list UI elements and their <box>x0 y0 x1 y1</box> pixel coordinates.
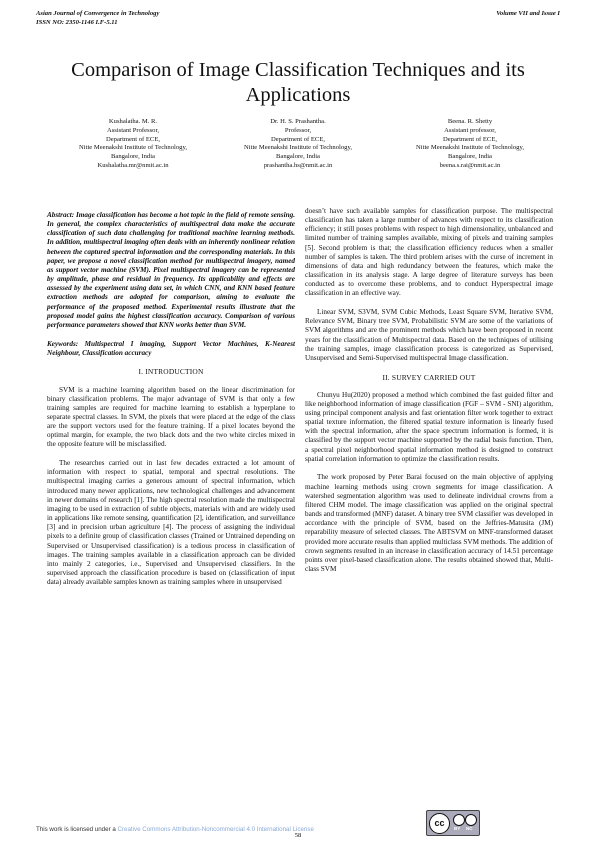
noncommercial-icon <box>465 814 477 826</box>
running-header-right <box>496 9 560 18</box>
author-name: Kushalatha. M. R. <box>108 118 158 125</box>
author-role: Assistant Professor, <box>106 126 160 134</box>
survey-paragraph-1: Chunyu Hu(2020) proposed a method which combined the fast guided filter and like neighborhood information of image classification (FGF – SVM - SNI) algorithm, using principal component analysis and fast orientation filter work together to extract spatial texture information, the filtered spatial texture information is linearly fused with the spectral information, after the space spectrum information is formed, it is classified by the support vector machine supported by the radial basis function. Then, a spectral pixel neighborhood spatial information method is designed to construct spatial correlation information to optimize the classification results. <box>305 390 553 463</box>
keywords <box>47 340 295 358</box>
author-role: Professor, <box>284 126 312 134</box>
author-city: Bangalore, India <box>111 153 155 161</box>
intro-paragraph-2: The researches carried out in last few decades extracted a lot amount of information with respect to spatial, temporal and spectral resolutions. The multispectral imaging carries a generous amount of spectral information, which introduced many newer applications, new technological challenges and advancement in newer domains of research [1]. The high spectral resolution made the multispectral imaging to be used in extraction of subtle objects, materials with and are widely used in applications like remote sensing, quantification [2], identification, and surveillance [3] and in precision urban agriculture [4]. The process of assigning the individual pixels to a definite group of classification classes (Trained or Untrained depending on Supervised or Unsupervised classification) is a tedious process in classification of images. The training samples available in a classification approach can be divided into mainly 2 categories, i.e., Supervised and Unsupervised classifiers. In the supervised approach the classification procedure is based on (classification of input data) already available samples known as training samples where in unsupervised <box>47 459 295 587</box>
right-column <box>305 207 553 584</box>
author-inst: Nitte Meenakshi Institute of Technology, <box>79 144 187 152</box>
license-link[interactable]: Creative Commons Attribution-Noncommercial 4.0 International License <box>117 826 314 833</box>
author-name: Dr. H. S. Prashantha. <box>270 118 326 125</box>
survey-paragraph-2: The work proposed by Peter Barai focused on the main objective of applying machine learning methods using crown segments for image classification. A watershed segmentation algorithm was used to delineate individual crowns from a filtered CHM model. The image classification was applied on the original spectral bands and transformed (MNF) dataset. A binary tree SVM classifier was developed in accordance with the principle of SVM, based on the Jeffries-Matusita (JM) reparability measure of selected classes. The ABTSVM on MNF-transformed dataset provided more accurate results than applied multiclass SVM methods. The addition of crown segments resulted in an increase in classification accuracy of 14.51 percentage points over pixel-based classification alone. The results obtained showed that, Multi-class SVM <box>305 473 553 573</box>
cc-logo-icon: cc <box>429 813 450 834</box>
keywords-label: Keywords: <box>47 339 79 348</box>
paper-title: Comparison of Image Classification Techniques and its Applications <box>71 59 525 106</box>
abstract <box>47 211 295 330</box>
license-prefix: This work is licensed under a <box>36 826 118 833</box>
author-city: Bangalore, India <box>448 153 492 161</box>
author-name: Beena. R. Shetty <box>447 118 493 125</box>
author-block-1 <box>48 118 218 171</box>
abstract-label: Abstract <box>47 211 72 219</box>
left-column <box>47 211 295 597</box>
keywords-text: Multispectral I imaging, Support Vector Machines, K-Nearest Neighbour, Classification accuracy <box>47 339 295 357</box>
page-number: 58 <box>294 832 302 839</box>
author-role: Assistant professor, <box>444 126 496 134</box>
author-inst: Nitte Meenakshi Institute of Technology, <box>244 144 352 152</box>
author-dept: Department of ECE, <box>442 135 497 143</box>
attribution-icon <box>453 814 465 826</box>
body-paragraph-continued: doesn’t have such available samples for classification purpose. The multispectral classification has taken a large number of advances with respect to its classification efficiency; it still poses problems with respect to high dimensionality, unbalanced and limited number of training samples available, mixing of pixels and training samples [5]. Second problem is that; the classification efficiency reduces when a smaller number of samples is taken. The third problem arises with the curse of increment in dimensions of data and high redundancy between the features, which make the classification in its analysis stage. A large degree of literature surveys has been conducted as to overcome these problems, and to conduct Hyperspectral image classification in an effective way. <box>305 207 553 298</box>
section-heading-survey: II. SURVEY CARRIED OUT <box>382 372 476 382</box>
issn: ISSN NO: 2350-1146 I.F-5.11 <box>36 19 118 26</box>
author-inst: Nitte Meenakshi Institute of Technology, <box>416 144 524 152</box>
author-dept: Department of ECE, <box>270 135 325 143</box>
author-email[interactable]: prashantha.hs@nmit.ac.in <box>263 161 333 169</box>
intro-paragraph-1: SVM is a machine learning algorithm based on the linear discrimination for binary classification problems. The major advantage of SVM is that only a few training samples are required for machine learning to establish a hyperplane to separate spectral classes. In SVM, the pixels that were placed at the edge of the class are the support vectors used for the feature training. If a pixel locates beyond the optimal margin, for example, the two black dots and the two white circles mixed in the opposite feature will be misclassified. <box>47 385 295 449</box>
journal-name: Asian Journal of Convergence in Technology <box>36 10 160 17</box>
cc-by-label: BY <box>454 826 461 831</box>
running-header-left <box>36 9 159 27</box>
author-block-2 <box>213 118 383 171</box>
volume-issue: Volume VII and Issue I <box>496 10 560 17</box>
author-block-3 <box>385 118 555 171</box>
author-email[interactable]: Kushalatha.mr@nmit.ac.in <box>97 161 169 169</box>
cc-nc-label: NC <box>466 826 473 831</box>
body-paragraph-svm-variants: Linear SVM, S3VM, SVM Cubic Methods, Least Square SVM, Iterative SVM, Relevance SVM, Binary tree SVM, Probabilistic SVM are some of the variations of SVM algorithms and are the prominent methods which have been proposed in recent years for the classification of Multispectral data. Based on the techniques of utilising the training samples, image classification process is categorized as Supervised, Unsupervised and Semi-Supervised multispectral Image classification. <box>305 308 553 362</box>
author-dept: Department of ECE, <box>105 135 160 143</box>
author-city: Bangalore, India <box>276 153 320 161</box>
author-email[interactable]: beena.s.rai@nmit.ac.in <box>439 161 501 169</box>
section-heading-introduction: I. INTRODUCTION <box>138 367 204 377</box>
abstract-text: : Image classification has become a hot topic in the field of remote sensing. In general, the complex characteristics of multispectral data make the accurate classification of such data challenging for traditional machine learning methods. In addition, multispectral imaging often deals with an inherently nonlinear relation between the captured spectral information and the corresponding materials. In this paper, we propose a novel classification method for multispectral imagery, named as support vector machine (SVM). Pixel multispectral imagery can be represented by amplitude, phase and residual in frequency. Its applicability and effects are assessed by the experiment using data set, in which CNN, and KNN based feature extraction methods are adopted for comparison, aiming to evaluate the performance of the proposed method. Experimental results illustrate that the proposed model gains the highest classification accuracy. Comparison of various performance parameters showed that KNN works better than SVM. <box>47 211 295 329</box>
